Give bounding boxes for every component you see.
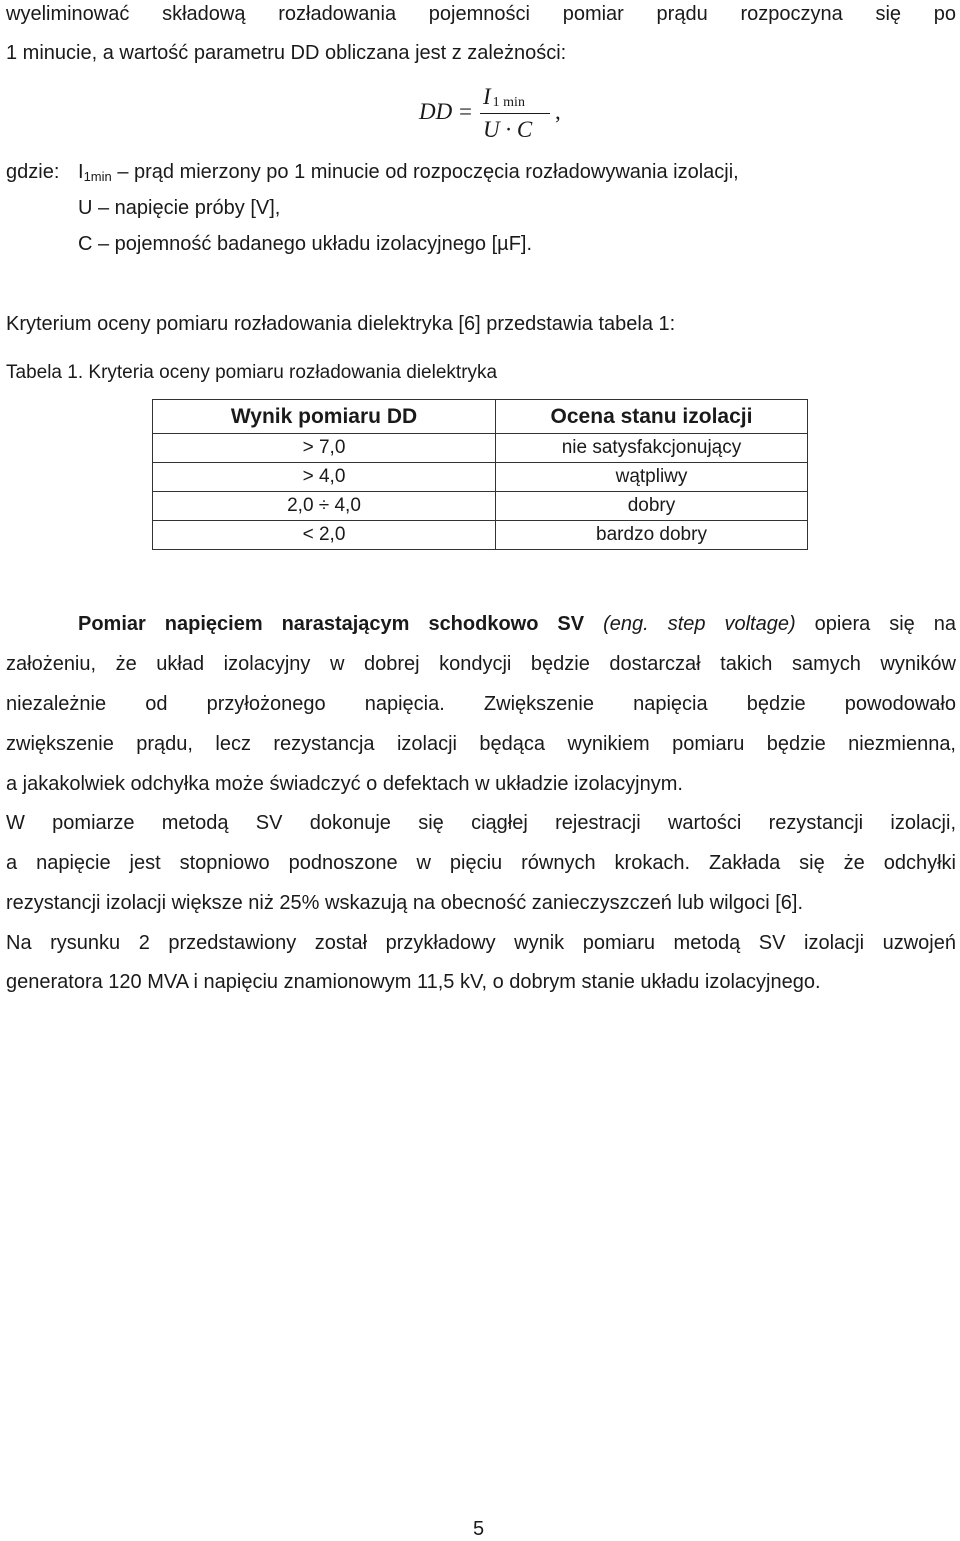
table-row	[153, 434, 808, 463]
def-i1min: $I_{1min}$ – prąd mierzony po 1 minucie od rozpoczęcia rozładowywania izolacji,	[78, 161, 739, 184]
table-row	[153, 463, 808, 492]
sv-heading: Pomiar napięciem narastającym schodkowo SV	[78, 613, 585, 635]
formula-denominator: U · C	[483, 117, 533, 142]
intro-line-1: wyeliminować składową rozładowania pojemności pomiar prądu rozpoczyna się po	[6, 3, 956, 25]
formula-lhs: DD	[419, 99, 453, 124]
formula-comma: ,	[555, 99, 561, 124]
def-u: U – napięcie próby [V],	[78, 197, 281, 219]
criterion-text: Kryterium oceny pomiaru rozładowania dielektryka [6] przedstawia tabela 1:	[6, 313, 676, 335]
table-cell: bardzo dobry	[496, 521, 808, 550]
sv-line-10: generatora 120 MVA i napięciu znamionowym 11,5 kV, o dobrym stanie układu izolacyjnego.	[6, 971, 821, 993]
criteria-table	[152, 399, 808, 550]
intro-line-2: 1 minucie, a wartość parametru DD obliczana jest z zależności:	[6, 42, 567, 64]
table-cell: < 2,0	[153, 521, 496, 550]
sv-line-4: zwiększenie prądu, lecz rezystancja izolacji będąca wynikiem pomiaru będzie niezmienna,	[6, 733, 956, 755]
formula-numerator: I $_{1 min}$	[483, 84, 525, 110]
sv-first-line: Pomiar napięciem narastającym schodkowo SV (eng. step voltage) opiera się na	[78, 613, 957, 635]
table-header-row	[153, 400, 808, 434]
table-row	[153, 492, 808, 521]
sv-line-2: założeniu, że układ izolacyjny w dobrej kondycji będzie dostarczał takich samych wyników	[6, 653, 956, 675]
sv-line-6: W pomiarze metodą SV dokonuje się ciągłej rejestracji wartości rezystancji izolacji,	[6, 812, 956, 834]
table-caption: Tabela 1. Kryteria oceny pomiaru rozładowania dielektryka	[6, 362, 498, 383]
dd-formula	[419, 84, 559, 144]
table-header-cell: Wynik pomiaru DD	[153, 400, 496, 434]
fraction-bar	[480, 113, 550, 114]
where-label: gdzie:	[6, 161, 60, 183]
def-c: C – pojemność badanego układu izolacyjnego [µF].	[78, 233, 533, 255]
table-cell: 2,0 ÷ 4,0	[153, 492, 496, 521]
formula-equals: =	[459, 99, 472, 124]
table-cell: dobry	[496, 492, 808, 521]
sv-line-9: Na rysunku 2 przedstawiony został przykładowy wynik pomiaru metodą SV izolacji uzwojeń	[6, 932, 956, 954]
sv-line-3: niezależnie od przyłożonego napięcia. Zwiększenie napięcia będzie powodowało	[6, 693, 956, 715]
sv-line-8: rezystancji izolacji większe niż 25% wskazują na obecność zanieczyszczeń lub wilgoci [6].	[6, 892, 804, 914]
table-header-cell: Ocena stanu izolacji	[496, 400, 808, 434]
sv-line-7: a napięcie jest stopniowo podnoszone w pięciu równych krokach. Zakłada się że odchyłki	[6, 852, 956, 874]
table-cell: > 7,0	[153, 434, 496, 463]
page-number: 5	[473, 1518, 485, 1540]
sv-line-5: a jakakolwiek odchyłka może świadczyć o defektach w układzie izolacyjnym.	[6, 773, 683, 795]
table-cell: > 4,0	[153, 463, 496, 492]
table-row	[153, 521, 808, 550]
sv-eng-term: (eng. step voltage)	[603, 613, 796, 635]
table-cell: nie satysfakcjonujący	[496, 434, 808, 463]
table-cell: wątpliwy	[496, 463, 808, 492]
